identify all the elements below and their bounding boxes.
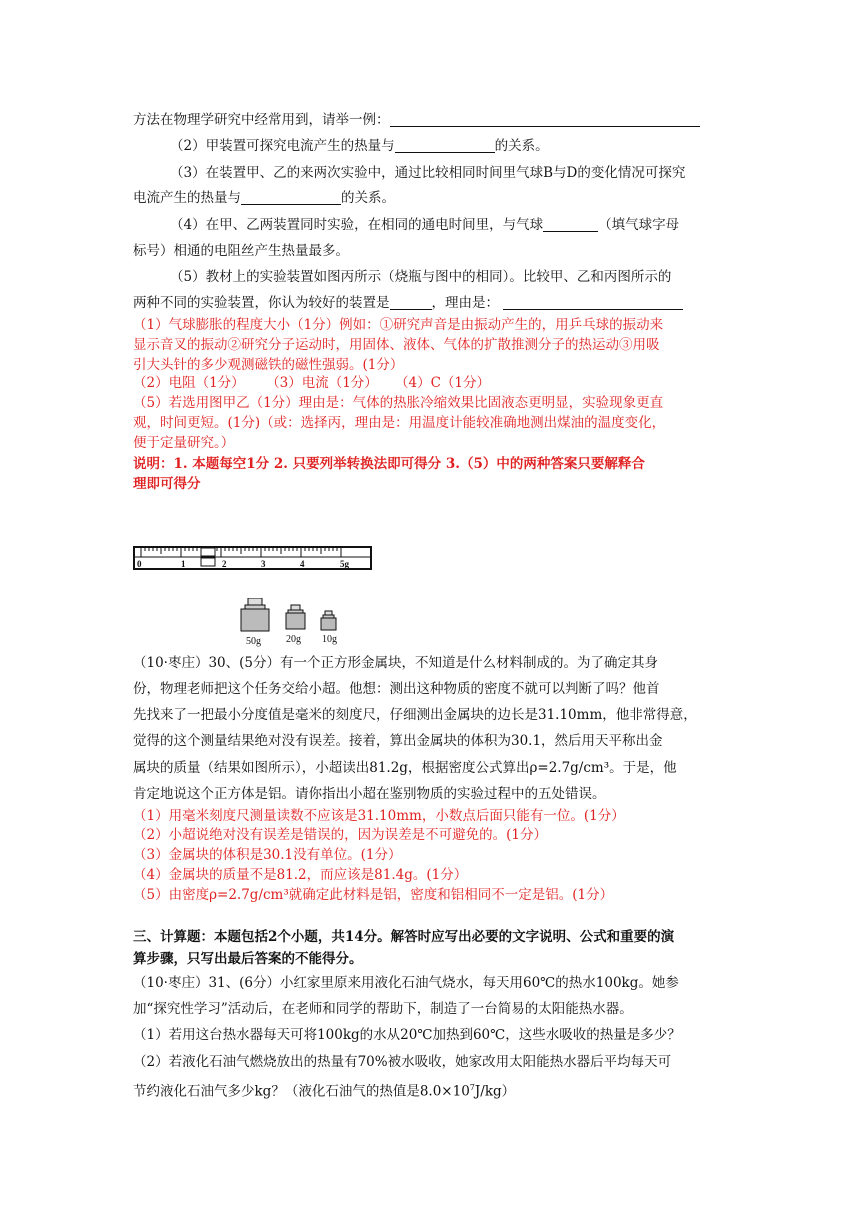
answer-blank[interactable] bbox=[390, 112, 700, 127]
q31-line: （2）若液化石油气燃烧放出的热量有70%被水吸收，她家改用太阳能热水器后平均每天可 bbox=[133, 1054, 672, 1070]
answer-blank[interactable] bbox=[241, 190, 341, 205]
q29-text: 的关系。 bbox=[341, 190, 395, 206]
q29-text: 方法在物理学研究中经常用到，请举一例： bbox=[133, 112, 390, 128]
q29-answer-line: 观，时间更短。(1分)（或：选择丙，理由是：用温度计能较准确地测出煤油的温度变化， bbox=[133, 415, 666, 431]
q30-answer-line: （1）用毫米刻度尺测量读数不应该是31.10mm，小数点后面只能有一位。(1分） bbox=[133, 808, 625, 824]
exponent: 7 bbox=[469, 1083, 475, 1092]
q31-line: （10·枣庄）31、(6分）小红家里原来用液化石油气烧水，每天用60℃的热水100kg。她参 bbox=[133, 975, 679, 991]
q29-line-3: （3）在装置甲、乙的来两次实验中，通过比较相同时间里气球B与D的变化情况可探究 bbox=[170, 165, 686, 181]
q30-line: 觉得的这个测量结果绝对没有误差。接着，算出金属块的体积为30.1，然后用天平称出金 bbox=[133, 733, 663, 749]
q31-line: （1）若用这台热水器每天可将100kg的水从20℃加热到60℃，这些水吸收的热量是多少？ bbox=[133, 1027, 681, 1043]
q29-answer-line: 便于定量研究。） bbox=[133, 435, 235, 451]
q30-answer-line: （5）由密度ρ=2.7g/cm³就确定此材料是铝，密度和铝相同不一定是铝。(1分） bbox=[133, 887, 614, 903]
q30-line: 先找来了一把最小分度值是毫米的刻度尺，仔细测出金属块的边长是31.10mm，他非常得意， bbox=[133, 707, 697, 723]
ruler-tick-label: 1 bbox=[181, 559, 186, 569]
weights-figure bbox=[236, 598, 356, 648]
balance-ruler-figure bbox=[133, 546, 373, 572]
q30-answer-line: （4）金属块的质量不是81.2，而应该是81.4g。(1分） bbox=[133, 867, 468, 883]
q31-line: 加“探究性学习”活动后，在老师和同学的帮助下，制造了一台简易的太阳能热水器。 bbox=[133, 1001, 633, 1017]
q30-line: 属块的质量（结果如图所示），小超读出81.2g，根据密度公式算出ρ=2.7g/cm³。于是，他 bbox=[133, 760, 677, 776]
q30-answer-line: （3）金属块的体积是30.1没有单位。(1分） bbox=[133, 847, 402, 863]
q29-text: （2）甲装置可探究电流产生的热量与 bbox=[170, 138, 395, 154]
ruler-tick-label: 3 bbox=[261, 559, 266, 569]
answer-blank[interactable] bbox=[395, 138, 495, 153]
q29-line-3b bbox=[133, 189, 733, 207]
q31-line bbox=[133, 1079, 733, 1101]
q29-text: 的关系。 bbox=[494, 138, 549, 154]
q29-answer-line: （2）电阻（1分） （3）电流（1分） （4）C（1分） bbox=[133, 375, 490, 391]
q29-answer-line: （5）若选用图甲乙（1分）理由是：气体的热胀冷缩效果比固液态更明显，实验现象更直 bbox=[133, 395, 664, 411]
q29-line-4 bbox=[170, 216, 770, 234]
weight-50g bbox=[241, 598, 269, 647]
q29-line-5: （5）教材上的实验装置如图丙所示（烧瓶与图中的相同）。比较甲、乙和丙图所示的 bbox=[170, 269, 672, 285]
weight-10g bbox=[321, 611, 337, 645]
q29-text: 电流产生的热量与 bbox=[133, 190, 241, 206]
q30-answer-line: （2）小超说绝对没有误差是错误的，因为误差是不可避免的。(1分） bbox=[133, 827, 547, 843]
q29-line-5b bbox=[133, 294, 733, 312]
weight-20g bbox=[286, 605, 305, 645]
q29-answer-line: 显示音叉的振动②研究分子运动时，用固体、液体、气体的扩散推测分子的热运动③用吸 bbox=[133, 337, 660, 353]
q29-line-2 bbox=[170, 137, 770, 155]
section-heading: 三、计算题：本题包括2个小题，共14分。解答时应写出必要的文字说明、公式和重要的演 bbox=[133, 929, 675, 945]
q31-text: 节约液化石油气多少kg？（液化石油气的热值是8.0×10 bbox=[133, 1083, 470, 1100]
q30-line: 份，物理老师把这个任务交给小超。他想：测出这种物质的密度不就可以判断了吗？他首 bbox=[133, 681, 660, 697]
section-heading: 算步骤，只写出最后答案的不能得分。 bbox=[133, 951, 363, 967]
weight-label: 20g bbox=[286, 634, 301, 645]
q29-answer-line: （1）气球膨胀的程度大小（1分）例如：①研究声音是由振动产生的，用乒乓球的振动来 bbox=[133, 317, 664, 333]
q29-answer-line: 引大头针的多少观测磁铁的磁性强弱。(1分） bbox=[133, 357, 404, 373]
weight-label: 10g bbox=[322, 634, 337, 645]
q30-line: 肯定地说这个正方体是铝。请你指出小超在鉴别物质的实验过程中的五处错误。 bbox=[133, 786, 606, 802]
rider-lower bbox=[201, 558, 215, 566]
ruler-tick-label: 4 bbox=[300, 559, 305, 569]
q29-text: （填气球字母 bbox=[598, 217, 680, 233]
q29-text: ，理由是： bbox=[431, 295, 499, 311]
answer-blank[interactable] bbox=[503, 295, 683, 310]
ruler-tick-label: 0 bbox=[137, 559, 142, 569]
ruler-tick-label: 5g bbox=[340, 559, 349, 569]
rider-upper bbox=[201, 548, 215, 556]
q29-scoring-note: 理即可得分 bbox=[133, 476, 201, 492]
answer-blank[interactable] bbox=[543, 217, 598, 232]
ruler-tick-label: 2 bbox=[222, 559, 227, 569]
weight-label: 50g bbox=[246, 636, 261, 647]
q29-line-4b: 标号）相通的电阻丝产生热量最多。 bbox=[133, 243, 349, 259]
q31-text: J/kg） bbox=[474, 1083, 516, 1100]
q29-text: （4）在甲、乙两装置同时实验，在相同的通电时间里，与气球 bbox=[170, 217, 544, 233]
q29-line-method bbox=[133, 111, 733, 129]
q29-scoring-note: 说明：1. 本题每空1分 2. 只要列举转换法即可得分 3.（5）中的两种答案只要解释合 bbox=[133, 456, 645, 472]
q30-line: （10·枣庄）30、(5分）有一个正方形金属块，不知道是什么材料制成的。为了确定其身 bbox=[133, 655, 659, 671]
q29-text: 两种不同的实验装置，你认为较好的装置是 bbox=[133, 295, 390, 311]
answer-blank[interactable] bbox=[390, 295, 432, 310]
